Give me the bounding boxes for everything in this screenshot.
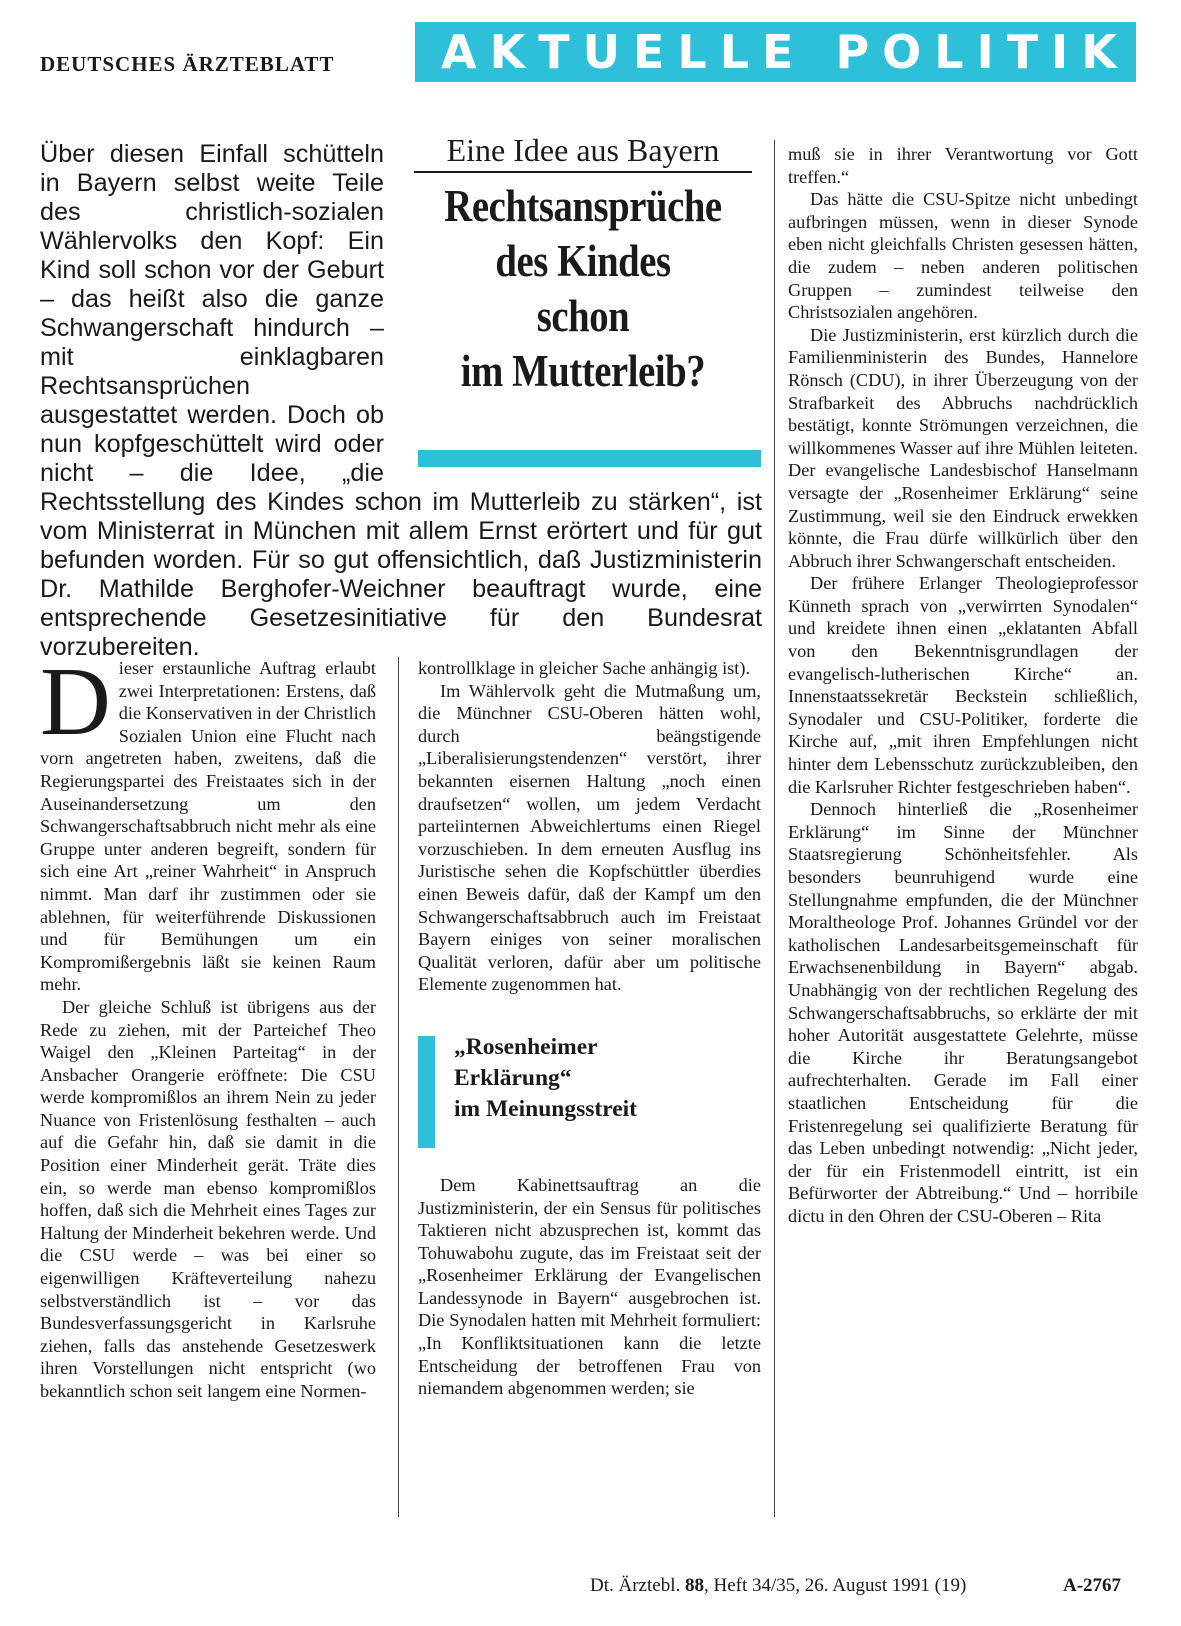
paragraph: Dennoch hinterließ die „Rosenheimer Erklärung“ im Sinne der Münchner Staatsregierung Schönheitsfehler. Als besonders beunruhigend wurde eine Stellungnahme empfunden, die der Münchner Moraltheologe Prof. Johannes Gründel vor der katholischen Landesarbeitsgemeinschaft für Erwachsenenbildung in Bayern“ abgab. Unabhängig von der rechtlichen Regelung des Schwangerschaftsabbruchs, so erklärte der mit hoher Autorität ausgestattete Gelehrte, müsse die Kirche ihr Beratungsangebot aufrechterhalten. Gerade im Fall einer staatlichen Entscheidung für die Fristenregelung sei qualifizierte Beratung für das Leben unbedingt notwendig: „Nicht jeder, der für ein Fristenmodell eintritt, ist ein Befürworter der Abtreibung.“ Und – horribile dictu in den Ohren der CSU-Oberen – Rita (788, 799, 1138, 1226)
page-number: A-2767 (1063, 1575, 1122, 1596)
headline-line: Rechtsansprüche (444, 181, 722, 231)
headline-line: im Mutterleib? (460, 346, 706, 396)
title-block (404, 132, 762, 474)
headline-line: des Kindes (495, 236, 671, 286)
paragraph: muß sie in ihrer Verantwortung vor Gott treffen.“ (788, 144, 1138, 187)
headline-line: schon (536, 291, 630, 341)
masthead: DEUTSCHES ÄRZTEBLATT (40, 52, 335, 76)
column-c (788, 143, 1138, 1228)
paragraph: Im Wählervolk geht die Mutmaßung um, die Münchner CSU-Oberen hätten wohl, durch beängstigende „Liberalisierungstendenzen“ verstört, ihrer bekannten eisernen Haltung „noch einen draufsetzen“ wollen, um jedem Verdacht parteiinternen Abweichlertums einen Riegel vorzuschieben. In dem erneuten Ausflug ins Juristische sehen die Kopfschüttler überdies einen Beweis dafür, daß der Kampf um den Schwangerschaftsabbruch auch im Freistaat Bayern einiges von seiner moralischen Qualität verloren, dafür aber um politische Elemente zugenommen hat. (418, 680, 761, 995)
paragraph: kontrollklage in gleicher Sache anhängig ist). (418, 658, 751, 678)
lead-block (40, 132, 762, 661)
kicker: Eine Idee aus Bayern (414, 136, 752, 173)
column-b (418, 657, 761, 1400)
section-title: AKTUELLE POLITIK (441, 25, 1130, 79)
headline-accent-bar (418, 450, 761, 467)
lead-paragraph: Über diesen Einfall schütteln in Bayern selbst weite Teile des christlich-sozialen Wählervolks den Kopf: Ein Kind soll schon vor der Geburt – das heißt also die ganze Schwangerschaft hindurch – mit einklagbaren Rechtsansprüchen ausgestattet werden. Doch ob nun kopfgeschüttelt wird oder nicht – die Idee, „die Rechtsstellung des Kindes schon im Mutterleib zu stärken“, ist vom Ministerrat in München mit allem Ernst erörtert und für gut befunden worden. Für so gut offensichtlich, daß Justizministerin Dr. Mathilde Berghofer-Weichner beauftragt wurde, eine entsprechende Gesetzesinitiative für den Bundesrat vorzubereiten. (40, 140, 762, 661)
subhead-line: „Rosenheimer (454, 1033, 598, 1060)
headline (429, 179, 737, 399)
subhead-line: Erklärung“ (454, 1064, 572, 1091)
column-rule (398, 657, 399, 1517)
paragraph-text: ieser erstaunliche Auftrag erlaubt zwei Interpretationen: Erstens, daß die Konservativen in der Christlich Sozialen Union eine Flucht nach vorn angetreten haben, zweitens, daß die Regierungspartei des Freistaates sich in der Auseinandersetzung um den Schwangerschaftsabbruch nicht mehr als eine Gruppe unter anderen begreift, sondern für sich eine Art „reiner Wahrheit“ in Anspruch nimmt. Man darf ihr zustimmen oder sie ablehnen, für weiterführende Diskussionen und für Bemühungen um ein Kompromißergebnis läßt sie keinen Raum mehr. (40, 658, 376, 995)
subhead (454, 1032, 637, 1125)
paragraph: Das hätte die CSU-Spitze nicht unbedingt aufbringen müssen, wenn in dieser Synode eben nicht gleichfalls Christen gesessen hätten, die zudem – neben anderen politischen Gruppen – zumindest teilweise den Christsozialen angehören. (788, 189, 1138, 323)
citation-prefix: Dt. Ärztebl. (590, 1575, 681, 1596)
column-rule (774, 140, 775, 1517)
subhead-accent-bar (418, 1036, 435, 1148)
subhead-block (418, 1032, 761, 1162)
drop-cap: D (40, 648, 111, 756)
citation-details: , Heft 34/35, 26. August 1991 (19) (703, 1575, 967, 1596)
subhead-line: im Meinungsstreit (454, 1095, 637, 1122)
section-band (415, 22, 1136, 82)
column-a (40, 648, 376, 1403)
volume-number: 88 (684, 1575, 704, 1596)
paragraph: Dem Kabinettsauftrag an die Justizministerin, der ein Sensus für politisches Taktieren nicht abzusprechen ist, kommt das Tohuwabohu zugute, das im Freistaat seit der „Rosenheimer Erklärung der Evangelischen Landessynode in Bayern“ ausgebrochen ist. Die Synodalen hatten mit Mehrheit formuliert: „In Konfliktsituationen kann die letzte Entscheidung der betroffenen Frau von niemandem abgenommen werden; sie (418, 1174, 761, 1399)
footer-citation (590, 1575, 966, 1597)
paragraph (40, 648, 376, 996)
paragraph: Der frühere Erlanger Theologieprofessor Künneth sprach von „verwirrten Synodalen“ und kreidete ihnen einen „eklatanten Abfall von den Bekenntnisgrundlagen der evangelisch-lutherischen Kirche“ an. Innenstaatssekretär Beckstein schließlich, Synodaler und CSU-Politiker, forderte die Kirche auf, „mit ihren Empfehlungen nicht hinter dem Lebensschutz zurückzubleiben, den die Karlsruher Richter festgeschrieben haben“. (788, 573, 1138, 797)
paragraph: Der gleiche Schluß ist übrigens aus der Rede zu ziehen, mit der Parteichef Theo Waigel den „Kleinen Parteitag“ in der Ansbacher Orangerie eröffnete: Die CSU werde kompromißlos an ihrem Nein zu jeder Nuance von Fristenlösung festhalten – auch auf die Gefahr hin, daß sie damit in die Position einer Minderheit gerät. Träte dies ein, so werde man ebenso kompromißlos hoffen, daß sich die Mehrheit eines Tages zur Haltung der Minderheit bekehren werde. Und die CSU werde – was bei einer so eigenwilligen Kräfteverteilung nahezu selbstverständlich ist – vor das Bundesverfassungsgericht in Karlsruhe ziehen, falls das anstehende Gesetzeswerk ihren Vorstellungen nicht entspricht (wo bekanntlich schon seit langem eine Normen- (40, 996, 376, 1401)
paragraph: Die Justizministerin, erst kürzlich durch die Familienministerin des Bundes, Hannelore Rönsch (CDU), in ihrer Überzeugung von der Strafbarkeit des Abbruchs nachdrücklich bestätigt, konnte Strömungen verzeichnen, die willkommenes Wasser auf ihre Mühlen leiteten. Der evangelische Landesbischof Hanselmann versagte der „Rosenheimer Erklärung“ seine Zustimmung, weil sie den Eindruck erwekken könnte, die Frau dürfe willkürlich über den Abbruch ihrer Schwangerschaft entscheiden. (788, 324, 1138, 571)
